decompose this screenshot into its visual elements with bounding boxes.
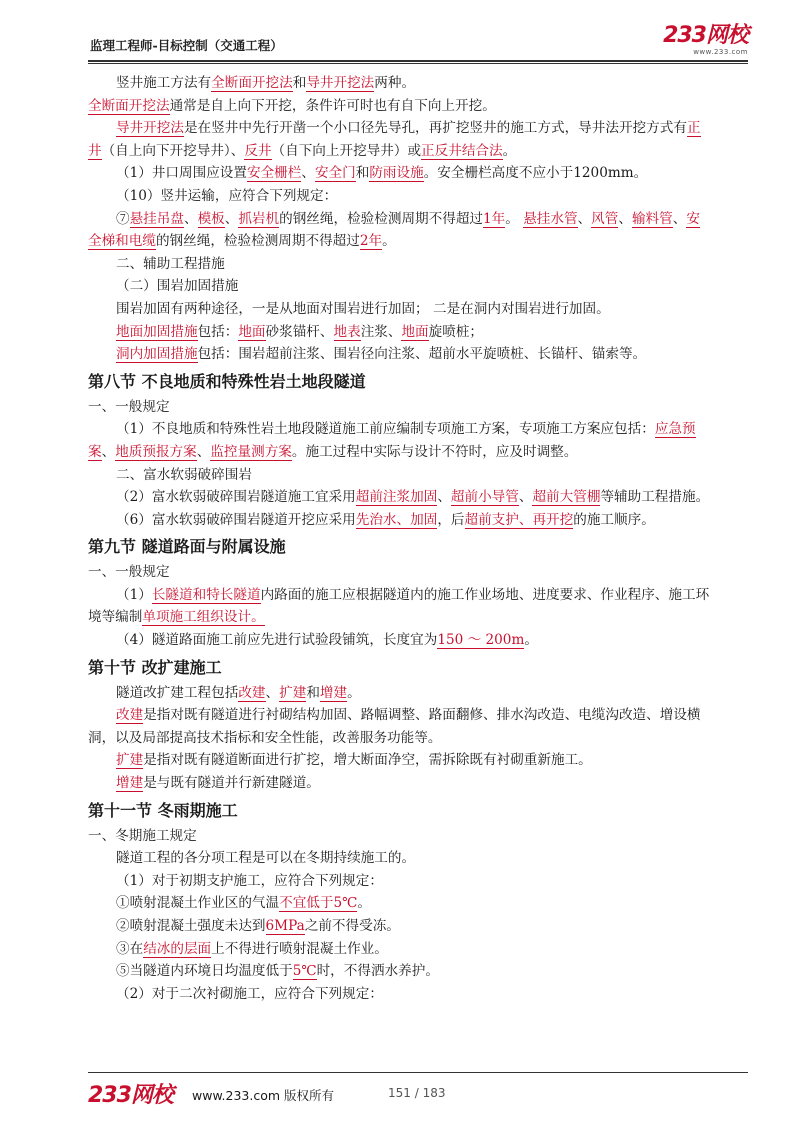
keyword-highlight: 超前支护、再开挖 [464, 511, 574, 528]
text-run: （2）富水软弱破碎围岩隧道施工宜采用 [116, 489, 356, 506]
footer-rule [88, 1072, 748, 1073]
text-run: ③在 [116, 940, 144, 957]
keyword-highlight: 井 [88, 142, 102, 159]
paragraph-line [88, 960, 748, 983]
paragraph-line [88, 95, 748, 118]
keyword-highlight: 扩建 [279, 684, 307, 701]
keyword-highlight: 抓岩机 [238, 210, 280, 227]
page-footer [88, 1078, 748, 1108]
keyword-highlight: 监控量测方案 [210, 443, 292, 460]
paragraph-line [88, 230, 748, 253]
text-run: 。 [505, 210, 524, 227]
paragraph-line [88, 870, 748, 893]
keyword-highlight: 150 ～ 200m [437, 632, 525, 649]
paragraph-line [88, 749, 748, 772]
paragraph-line [88, 162, 748, 185]
subsection-heading: 一、一般规定 [88, 564, 170, 581]
keyword-highlight: 地面 [238, 323, 266, 340]
text-run: ②喷射混凝土强度未达到 [116, 918, 266, 934]
paragraph-line [88, 682, 748, 705]
keyword-highlight: 导井开挖法 [306, 75, 375, 91]
text-run: （1） [116, 586, 152, 603]
text-run: 内路面的施工应根据隧道内的施工作业场地、进度要求、作业程序、施工环 [260, 586, 710, 603]
keyword-highlight: 悬挂水管 [523, 210, 578, 227]
keyword-highlight: 地质预报方案 [115, 443, 197, 460]
text-run: 隧道改扩建工程包括 [116, 684, 239, 701]
paragraph-line [88, 72, 748, 95]
keyword-highlight: 地面加固措施 [116, 323, 198, 340]
text-run: 。 [382, 233, 396, 250]
keyword-highlight: 模板 [197, 210, 225, 227]
text-run: （10）竖井运输，应符合下列规定： [116, 187, 338, 204]
text-run: （1）对于初期支护施工，应符合下列规定： [116, 872, 383, 889]
text-run: 砂浆锚杆、 [265, 323, 334, 340]
text-run: 竖井施工方法有 [116, 75, 212, 91]
paragraph-line [88, 486, 748, 509]
keyword-highlight: 单项施工组织设计。 [142, 609, 265, 626]
keyword-highlight: 导井开挖法 [116, 120, 184, 137]
page-number: 151 / 183 [388, 1086, 446, 1100]
text-run: 。 [524, 632, 538, 649]
header-title: 监理工程师-目标控制（交通工程） [90, 38, 283, 53]
keyword-highlight: 长隧道和特长隧道 [151, 586, 261, 603]
text-run: 、 [265, 684, 280, 701]
keyword-highlight: 安全门 [314, 165, 356, 182]
keyword-highlight: 超前注浆加固 [355, 489, 438, 506]
text-run: 。 [357, 895, 371, 912]
keyword-highlight: 风管 [591, 210, 619, 227]
paragraph-line [88, 343, 748, 366]
paragraph-line [88, 253, 748, 276]
text-run: 的钢丝绳，检验检测周期不得超过 [155, 233, 360, 250]
keyword-highlight: 6MPa [265, 918, 305, 934]
paragraph-line [88, 772, 748, 795]
keyword-highlight: 防雨设施 [369, 165, 424, 182]
text-run: 。施工过程中实际与设计不符时，应及时调整。 [291, 443, 578, 460]
keyword-highlight: 不宜低于5℃ [279, 895, 358, 912]
text-run: 隧道工程的各分项工程是可以在冬期持续施工的。 [116, 850, 416, 867]
text-run: 、 [518, 489, 533, 506]
text-run: 。 [347, 684, 361, 701]
keyword-highlight: 增建 [116, 775, 144, 792]
text-run: （1）井口周围应设置 [116, 165, 247, 182]
keyword-highlight: 案 [88, 443, 102, 460]
paragraph-line [88, 140, 748, 163]
subsection-heading: 二、富水软弱破碎围岩 [116, 466, 252, 483]
text-run: 旋喷桩； [428, 323, 484, 340]
text-run: 的钢丝绳，检验检测周期不得超过 [279, 210, 484, 227]
text-run: 包括： [197, 323, 239, 340]
text-run: 两种。 [374, 75, 416, 91]
section-heading: 第十节 改扩建施工 [88, 657, 222, 677]
keyword-highlight: 2年 [359, 233, 383, 250]
text-run: 、 [301, 165, 315, 182]
text-run: ⑦ [116, 210, 130, 227]
keyword-highlight: 超前大管棚 [532, 489, 601, 506]
text-run: 、 [224, 210, 239, 227]
text-run: 之前不得受冻。 [304, 918, 400, 934]
paragraph-line [88, 892, 748, 915]
text-run: 、 [618, 210, 632, 227]
paragraph-line [88, 185, 748, 208]
text-run: （自下向上开挖导井）或 [271, 142, 422, 159]
keyword-highlight: 洞内加固措施 [116, 346, 198, 363]
keyword-highlight: 全梯和电缆 [88, 233, 156, 250]
section-heading: 第九节 隧道路面与附属设施 [88, 537, 286, 557]
section-heading: 第八节 不良地质和特殊性岩土地段隧道 [88, 371, 366, 391]
text-run: 等辅助工程措施。 [600, 489, 710, 506]
subsection-heading: 一、冬期施工规定 [88, 827, 197, 844]
keyword-highlight: 5℃ [292, 963, 317, 980]
text-run: 、 [437, 489, 451, 506]
text-run: （二）围岩加固措施 [116, 278, 239, 295]
paragraph-line [88, 727, 748, 750]
subsection-heading: 一、一般规定 [88, 398, 170, 415]
footer-copyright: www.233.com 版权所有 [192, 1088, 334, 1103]
text-run: （6）富水软弱破碎围岩隧道开挖应采用 [116, 511, 356, 528]
text-run: 通常是自上向下开挖，条件许可时也有自下向上开挖。 [169, 97, 496, 114]
keyword-highlight: 结冰的层面 [143, 940, 212, 957]
paragraph-line [88, 983, 748, 1006]
keyword-highlight: 先治水、加固 [355, 511, 438, 528]
paragraph-line [88, 321, 748, 344]
text-run: 、 [183, 210, 198, 227]
text-run: ①喷射混凝土作业区的气温 [116, 895, 280, 912]
paragraph-line [88, 117, 748, 140]
paragraph-line [88, 509, 748, 532]
footer-logo: 233网校 [88, 1083, 173, 1108]
text-run: 的施工顺序。 [573, 511, 655, 528]
keyword-highlight: 全断面开挖法 [211, 75, 293, 91]
text-run: ，后 [437, 511, 465, 528]
document-body [88, 72, 748, 1005]
paragraph-line [88, 847, 748, 870]
paragraph-line [88, 606, 748, 629]
paragraph-line [88, 584, 748, 607]
keyword-highlight: 改建 [238, 684, 266, 701]
text-run: ⑤当隧道内环境日均温度低于 [116, 963, 293, 980]
text-run: 是与既有隧道并行新建隧道。 [143, 775, 320, 792]
brand-logo [663, 24, 748, 56]
text-run: （2）对于二次衬砌施工，应符合下列规定： [116, 985, 383, 1002]
text-run: 、 [101, 443, 116, 460]
text-run: 注浆、 [360, 323, 402, 340]
text-run: 洞，以及局部提高技术指标和安全性能，改善服务功能等。 [88, 729, 442, 746]
text-run: 时，不得洒水养护。 [316, 963, 439, 980]
keyword-highlight: 安全栅栏 [247, 165, 302, 182]
keyword-highlight: 正 [686, 120, 701, 137]
text-run: 二、辅助工程措施 [116, 255, 225, 272]
text-run: （4）隧道路面施工前应先进行试验段铺筑，长度宜为 [116, 632, 438, 649]
paragraph-line [88, 418, 748, 441]
keyword-highlight: 地面 [401, 323, 429, 340]
text-run: 是指对既有隧道进行衬砌结构加固、路幅调整、路面翻修、排水沟改造、电缆沟改造、增设横 [143, 707, 701, 724]
keyword-highlight: 全断面开挖法 [88, 97, 170, 114]
paragraph-line [88, 629, 748, 652]
text-run: 包括：围岩超前注浆、围岩径向注浆、超前水平旋喷桩、长锚杆、锚索等。 [197, 346, 647, 363]
text-run: （自上向下开挖导井）、 [101, 142, 245, 159]
page-header [88, 24, 748, 58]
section-heading: 第十一节 冬雨期施工 [88, 800, 238, 820]
keyword-highlight: 改建 [116, 707, 144, 724]
paragraph-line [88, 275, 748, 298]
text-run: 是在竖井中先行开凿一个小口径先导孔，再扩挖竖井的施工方式，导井法开挖方式有 [183, 120, 687, 137]
paragraph-line [88, 208, 748, 231]
text-run: 和 [306, 684, 320, 701]
keyword-highlight: 地表 [333, 323, 361, 340]
paragraph-line [88, 704, 748, 727]
text-run: 、 [196, 443, 211, 460]
keyword-highlight: 正反井结合法 [421, 142, 503, 159]
paragraph-line [88, 441, 748, 464]
text-run: 和 [292, 75, 307, 91]
text-run: 。 [502, 142, 517, 159]
logo-url: www.233.com [693, 48, 748, 56]
text-run: 、 [577, 210, 592, 227]
keyword-highlight: 超前小导管 [450, 489, 519, 506]
keyword-highlight: 反井 [244, 142, 272, 159]
paragraph-line [88, 938, 748, 961]
text-run: 和 [355, 165, 370, 182]
keyword-highlight: 悬挂吊盘 [129, 210, 184, 227]
text-run: 、 [672, 210, 687, 227]
logo-text: 233网校 [663, 23, 748, 48]
text-run: 境等编制 [88, 609, 143, 626]
keyword-highlight: 安 [686, 210, 700, 227]
header-rule-thin [88, 63, 748, 64]
keyword-highlight: 1年 [483, 210, 506, 227]
text-run: 上不得进行喷射混凝土作业。 [211, 940, 388, 957]
keyword-highlight: 增建 [319, 684, 348, 701]
paragraph-line [88, 298, 748, 321]
paragraph-line [88, 915, 748, 938]
text-run: （1）不良地质和特殊性岩土地段隧道施工前应编制专项施工方案，专项施工方案应包括： [116, 421, 655, 438]
text-run: 围岩加固有两种途径，一是从地面对围岩进行加固； 二是在洞内对围岩进行加固。 [116, 300, 610, 317]
keyword-highlight: 输料管 [631, 210, 673, 227]
text-run: 是指对既有隧道断面进行扩挖，增大断面净空，需拆除既有衬砌重新施工。 [143, 752, 592, 769]
text-run: 。安全栅栏高度不应小于1200mm。 [423, 165, 648, 182]
keyword-highlight: 应急预 [654, 421, 696, 438]
header-rule [88, 60, 748, 62]
keyword-highlight: 扩建 [116, 752, 144, 769]
